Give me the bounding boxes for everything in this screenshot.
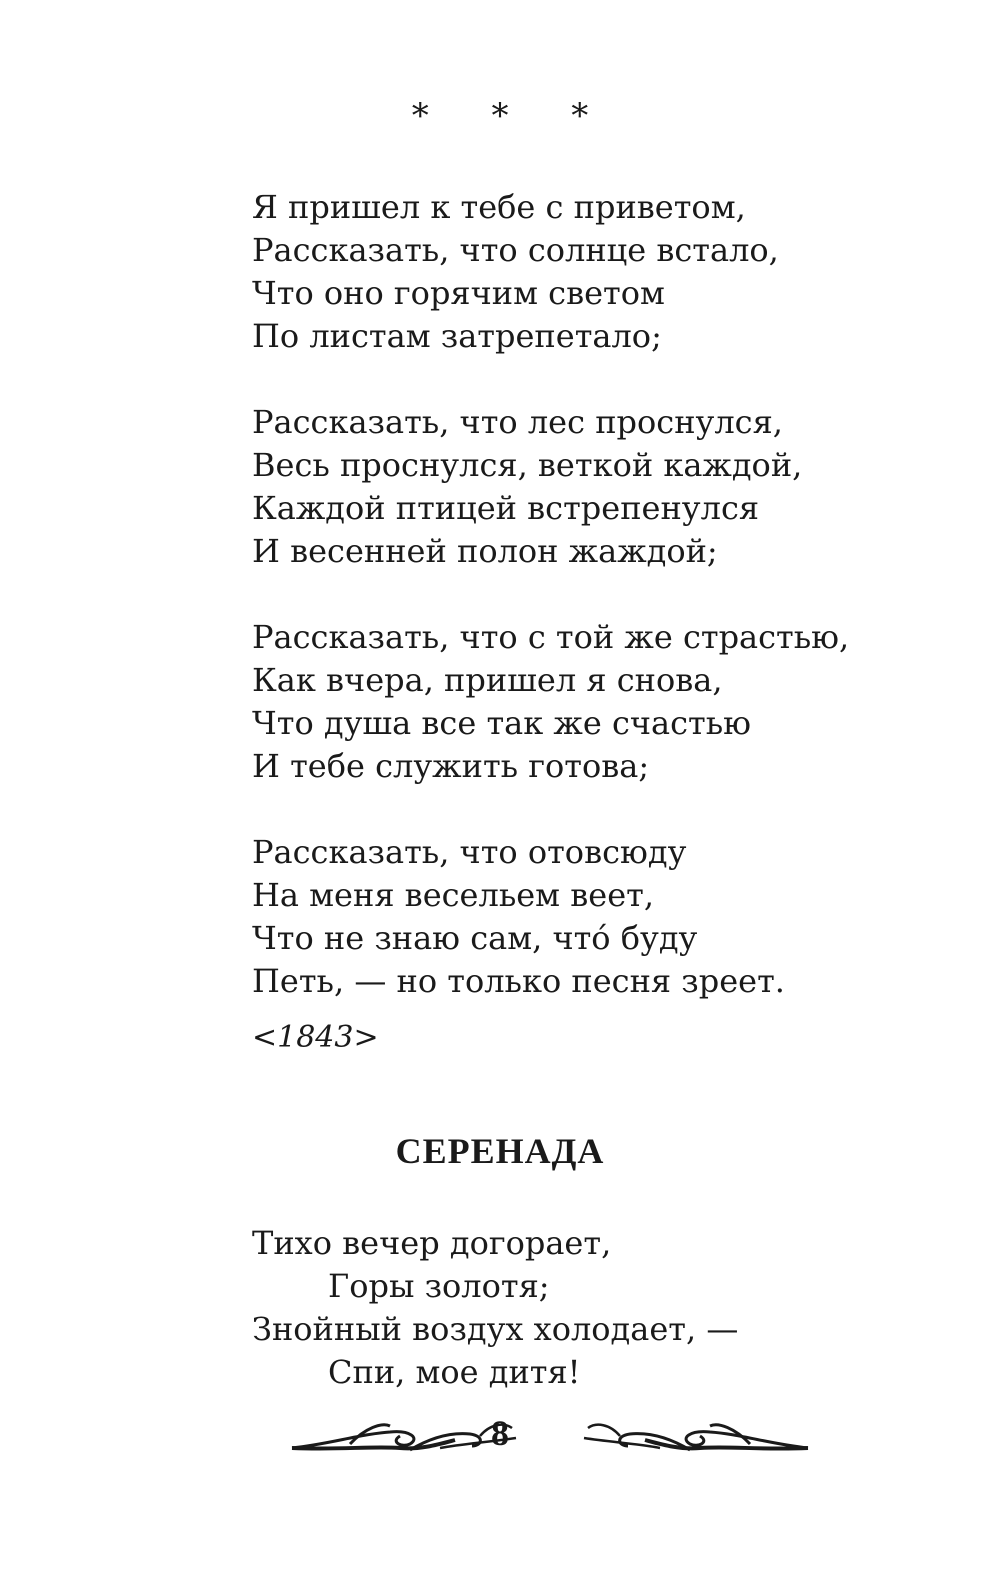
poem-line: По листам затрепетало; bbox=[252, 317, 662, 355]
poem-line: И весенней полон жаждой; bbox=[252, 532, 718, 570]
poem-line: Что не знаю сам, что́ буду bbox=[252, 919, 698, 957]
poem-line: Рассказать, что солнце встало, bbox=[252, 231, 779, 269]
stanza-4 bbox=[252, 831, 972, 1003]
poem-line: Рассказать, что отовсюду bbox=[252, 833, 687, 871]
poem-line-indented: Спи, мое дитя! bbox=[328, 1353, 581, 1391]
stanza-3 bbox=[252, 616, 972, 788]
poem-serenade bbox=[252, 1222, 972, 1394]
poem-line: Весь проснулся, веткой каждой, bbox=[252, 446, 803, 484]
poem-line: И тебе служить готова; bbox=[252, 747, 650, 785]
poem-line: Что душа все так же счастью bbox=[252, 704, 752, 742]
stanza-1 bbox=[252, 186, 972, 358]
poem-line: Петь, — но только песня зреет. bbox=[252, 962, 785, 1000]
poem-line: Как вчера, пришел я снова, bbox=[252, 661, 723, 699]
poem-line: Тихо вечер догорает, bbox=[252, 1224, 612, 1262]
poem-untitled bbox=[252, 186, 972, 1003]
poem-title: СЕРЕНАДА bbox=[395, 1131, 605, 1171]
stanza-1 bbox=[252, 1222, 972, 1394]
poem-line: Рассказать, что с той же страстью, bbox=[252, 618, 850, 656]
poem-line: Я пришел к тебе с приветом, bbox=[252, 188, 746, 226]
poem-date: <1843> bbox=[252, 1020, 379, 1055]
page-number: 8 bbox=[491, 1413, 509, 1453]
poem-line: Рассказать, что лес проснулся, bbox=[252, 403, 783, 441]
poem-line: Что оно горячим светом bbox=[252, 274, 665, 312]
ornament-right-icon bbox=[580, 1414, 810, 1464]
section-asterism: * * * bbox=[411, 96, 615, 136]
poem-line-indented: Горы золотя; bbox=[328, 1267, 550, 1305]
poem-line: Каждой птицей встрепенулся bbox=[252, 489, 760, 527]
page-footer bbox=[0, 1408, 1000, 1468]
poem-line: На меня весельем веет, bbox=[252, 876, 654, 914]
poem-line: Знойный воздух холодает, — bbox=[252, 1310, 739, 1348]
stanza-2 bbox=[252, 401, 972, 573]
